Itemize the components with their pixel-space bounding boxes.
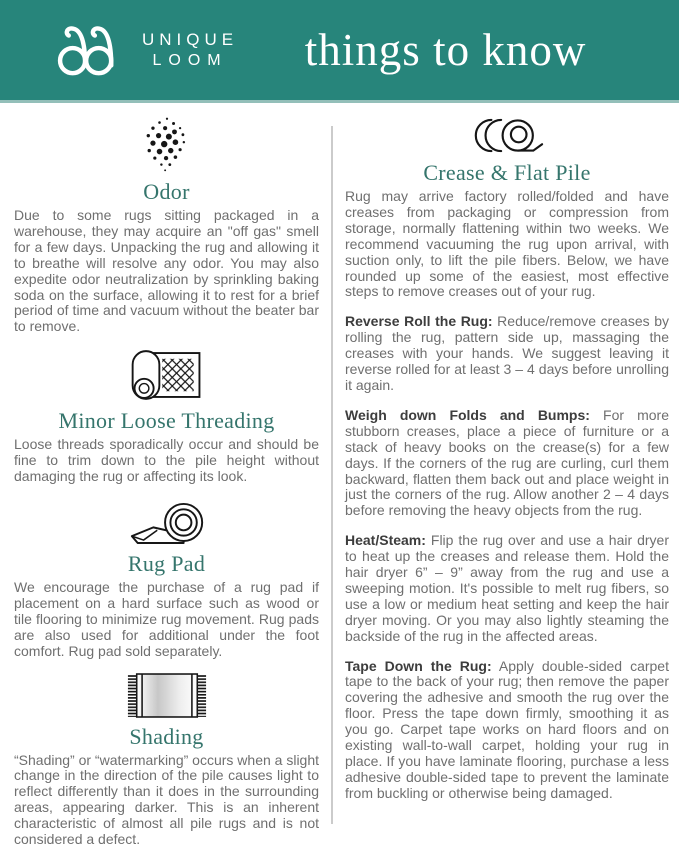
unique-loom-logo-icon xyxy=(52,22,128,78)
tip-label: Heat/Steam: xyxy=(345,532,426,549)
section-body: Due to some rugs sitting packaged in a warehouse, they may acquire an "off gas" smell for a few days. Unpacking the rug and allowing it to breathe will resolve any odor. You may also expedite odor neutralization by sprinkling baking soda on the surface, allowing it to rest for a brief period of time and vacuum without the beater bar to remove. xyxy=(14,207,319,335)
brand-name xyxy=(142,29,238,72)
page-title: things to know xyxy=(304,25,587,75)
tip-label: Reverse Roll the Rug: xyxy=(345,313,493,330)
section-rug-pad xyxy=(14,497,319,660)
section-heading: Minor Loose Threading xyxy=(58,408,275,434)
section-heading: Odor xyxy=(143,179,190,204)
brand-line1: UNIQUE xyxy=(142,29,239,49)
rolled-rug-crosshatch-icon xyxy=(14,347,319,403)
creased-roll-icon xyxy=(345,116,669,155)
section-heading: Crease & Flat Pile xyxy=(423,160,591,185)
content-area xyxy=(0,103,679,848)
left-column xyxy=(14,116,319,848)
section-heading: Shading xyxy=(129,723,204,749)
right-column xyxy=(345,116,669,848)
section-minor-loose-threading xyxy=(14,347,319,485)
shaded-rug-icon xyxy=(14,672,319,719)
rug-pad-roll-icon xyxy=(14,497,319,546)
section-body: “Shading” or “watermarking” occurs when a slight change in the direction of the pile causes light to reflect differently than it does in the surrounding areas, appearing darker. This is an inherent characteristic of almost all pile rugs and is not considered a defect. xyxy=(14,751,320,848)
section-crease-flat-pile xyxy=(345,116,669,802)
brand-line2: LOOM xyxy=(152,51,228,69)
section-body: We encourage the purchase of a rug pad if placement on a hard surface such as wood or tile flooring to minimize rug movement. Rug pads are also used for additional under the foot comfort. Rug pad sold separately. xyxy=(14,578,319,659)
tip-text: Reduce/remove creases by rolling the rug, pattern side up, massaging the creases with your hands. We suggest leaving it reverse rolled for at least 3 – 4 days before unrolling it again. xyxy=(345,313,669,393)
section-body: Loose threads sporadically occur and should be fine to trim down to the pile height without damaging the rug or affecting its look. xyxy=(14,436,319,485)
section-intro: Rug may arrive factory rolled/folded and have creases from packaging or compression from storage, normally flattening within two weeks. We recommend vacuuming the rug upon arrival, with suction only, to lift the pile fibers. Below, we have rounded up some of the easiest, most effective steps to remove creases out of your rug. xyxy=(345,188,669,300)
tip-text: For more stubborn creases, place a piece of furniture or a stack of heavy books on the crease(s) for a few days. If the corners of the rug are curling, curl them backward, flatten them back out and place weight in just the corners of the rug. Allow another 2 – 4 days before removing the heavy objects from the rug. xyxy=(345,406,669,519)
header-banner xyxy=(0,0,679,103)
tip-label: Tape Down the Rug: xyxy=(345,657,492,674)
tip-text: Apply double-sided carpet tape to the back of your rug; then remove the paper covering the adhesive and smooth the rug over the floor. Press the tape down firmly, smoothing it as you go. Carpet tape works on hard floors and on existing wall-to-wall carpet, holding your rug in place. If you have laminate flooring, purchase a less adhesive double-sided tape to prevent the laminate from buckling or otherwise being damaged. xyxy=(345,657,669,801)
brand-logo xyxy=(52,22,238,78)
tip-weigh-down xyxy=(345,408,669,519)
section-odor xyxy=(14,116,319,335)
section-heading: Rug Pad xyxy=(127,550,206,576)
tip-reverse-roll xyxy=(345,314,669,394)
tip-text: Flip the rug over and use a hair dryer to heat up the creases and release them. Hold the hair dryer 6” – 9” away from the rug and use a sweeping motion. It's possible to melt rug fibers, so use a low or medium heat setting and keep the hair dryer moving. Or you may also lightly steaming the backside of the rug in the affected areas. xyxy=(345,532,669,644)
column-divider xyxy=(331,126,333,824)
odor-speckles-icon xyxy=(14,116,319,174)
tip-label: Weigh down Folds and Bumps: xyxy=(345,406,590,423)
tip-tape-down xyxy=(345,659,669,802)
section-shading xyxy=(14,672,319,848)
tip-heat-steam xyxy=(345,533,669,644)
